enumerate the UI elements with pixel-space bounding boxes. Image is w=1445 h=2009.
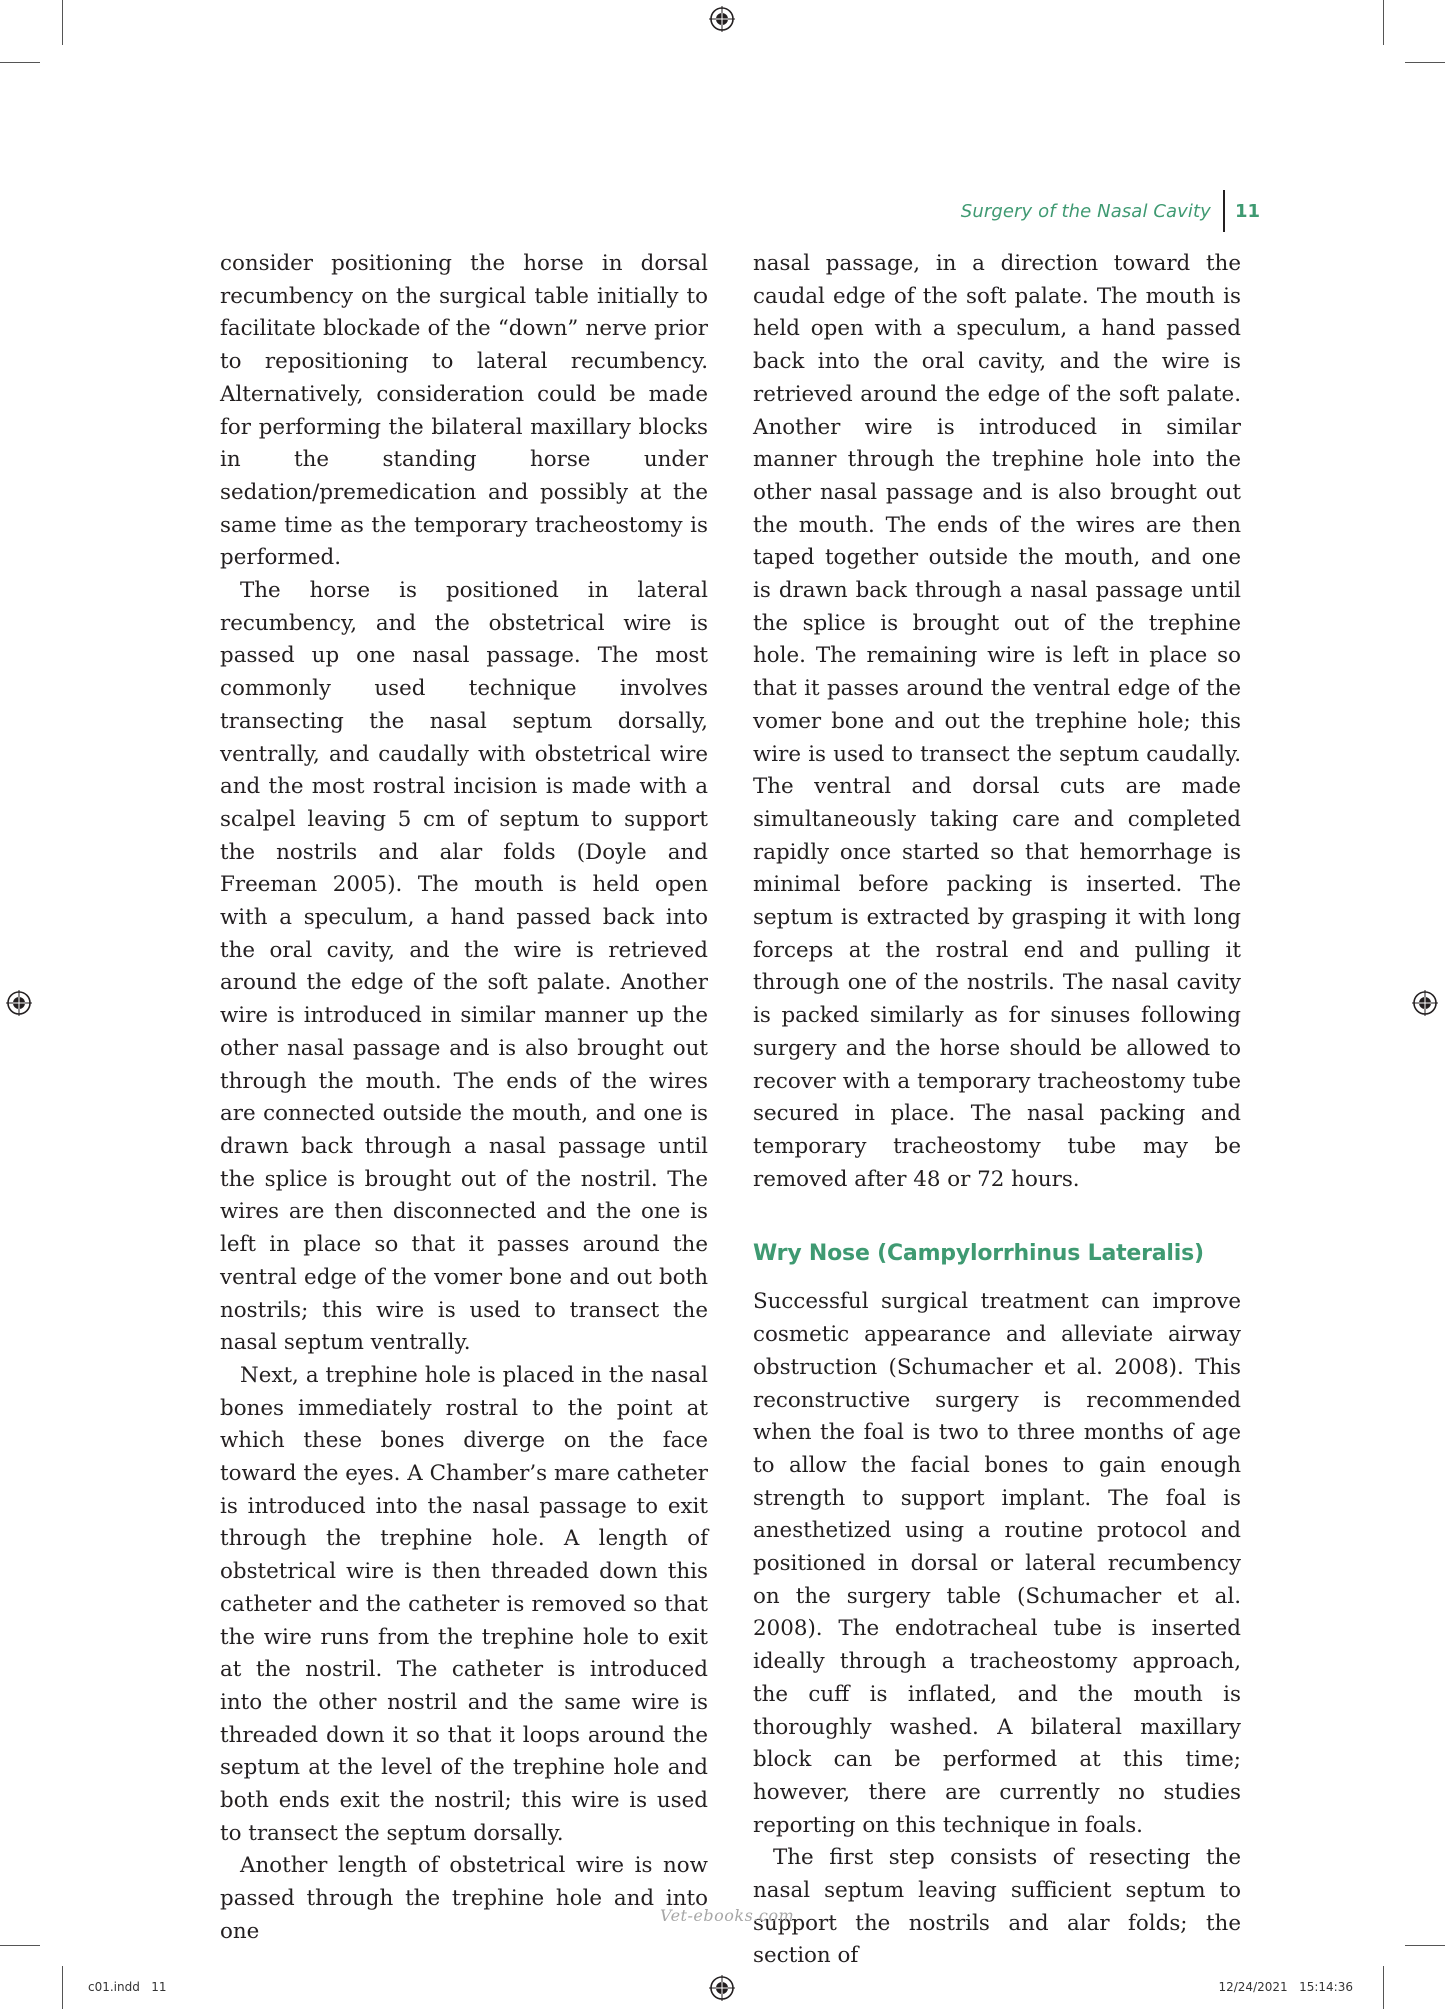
registration-mark-bottom-icon xyxy=(709,1975,735,2001)
paragraph: Next, a trephine hole is placed in the nasal bones immediately rostral to the point at which these bones diverge on the face toward the eyes. A Chamber’s mare catheter is introduced into the nasal passage to exit through the trephine hole. A length of obstetrical wire is then threaded down this catheter and the catheter is removed so that the wire runs from the trephine hole to exit at the nostril. The catheter is introduced into the other nostril and the same wire is threaded down it so that it loops around the septum at the level of the trephine hole and both ends exit the nostril; this wire is used to transect the septum dorsally. xyxy=(220,1362,708,1846)
registration-mark-top-icon xyxy=(709,6,735,32)
file-slug: c01.indd 11 xyxy=(88,1980,167,1994)
crop-mark-top-right xyxy=(1383,0,1384,45)
crop-mark-top-left-h xyxy=(0,62,40,63)
watermark-logo: Vet-ebooks.com xyxy=(660,1906,795,1925)
running-head-title: Surgery of the Nasal Cavity xyxy=(960,200,1211,222)
paragraph: Another length of obstetrical wire is now passed through the trephine hole and into one xyxy=(220,1853,708,1944)
paragraph: consider positioning the horse in dorsal recumbency on the surgical table initially to facilitate blockade of the “down” nerve prior to repositioning to lateral recumbency. Alternatively, consideration could be made for performing the bilateral maxillary blocks in the standing horse under sedation/premedication and possibly at the same time as the temporary tracheostomy is performed. xyxy=(220,251,708,571)
crop-mark-top-right-h xyxy=(1405,62,1445,63)
paragraph: The horse is positioned in lateral recumbency, and the obstetrical wire is passed up one nasal passage. The most commonly used technique involves transecting the nasal septum dorsally, ventrally, and caudally with obstetrical wire and the most rostral incision is made with a scalpel leaving 5 cm of septum to support the nostrils and alar folds (Doyle and Freeman 2005). The mouth is held open with a speculum, a hand passed back into the oral cavity, and the wire is retrieved around the edge of the soft palate. Another wire is introduced in similar manner up the other nasal passage and is also brought out through the mouth. The ends of the wires are connected outside the mouth, and one is drawn back through a nasal passage until the splice is brought out of the nostril. The wires are then disconnected and the one is left in place so that it passes around the ventral edge of the vomer bone and out both nostrils; this wire is used to transect the nasal septum ventrally. xyxy=(220,578,708,1356)
crop-mark-top-left xyxy=(62,0,63,45)
crop-mark-bottom-right-h xyxy=(1405,1945,1445,1946)
registration-mark-left-icon xyxy=(6,990,32,1016)
right-column xyxy=(753,248,1241,1973)
section-heading: Wry Nose (Campylorrhinus Lateralis) xyxy=(753,1241,1204,1267)
paragraph: nasal passage, in a direction toward the caudal edge of the soft palate. The mouth is held open with a speculum, a hand passed back into the oral cavity, and the wire is retrieved around the edge of the soft palate. Another wire is introduced in similar manner through the trephine hole into the other nasal passage and is also brought out the mouth. The ends of the wires are then taped together outside the mouth, and one is drawn back through a nasal passage until the splice is brought out of the trephine hole. The remaining wire is left in place so that it passes around the ventral edge of the vomer bone and out the trephine hole; this wire is used to transect the septum caudally. The ventral and dorsal cuts are made simultaneously taking care and completed rapidly once started so that hemorrhage is minimal before packing is inserted. The septum is extracted by grasping it with long forceps at the rostral end and pulling it through one of the nostrils. The nasal cavity is packed similarly as for sinuses following surgery and the horse should be allowed to recover with a temporary tracheostomy tube secured in place. The nasal packing and temporary tracheostomy tube may be removed after 48 or 72 hours. xyxy=(753,251,1241,1192)
running-head xyxy=(961,190,1260,232)
crop-mark-bottom-left xyxy=(62,1966,63,2009)
running-head-divider xyxy=(1223,190,1225,232)
crop-mark-bottom-right xyxy=(1383,1966,1384,2009)
page-number: 11 xyxy=(1234,200,1260,222)
registration-mark-right-icon xyxy=(1412,990,1438,1016)
paragraph: Successful surgical treatment can improve cosmetic appearance and alleviate airway obstruction (Schumacher et al. 2008). This reconstructive surgery is recommended when the foal is two to three months of age to allow the facial bones to gain enough strength to support implant. The foal is anesthetized using a routine protocol and positioned in dorsal or lateral recumbency on the surgery table (Schumacher et al. 2008). The endotracheal tube is inserted ideally through a tracheostomy approach, the cuff is inflated, and the mouth is thoroughly washed. A bilateral maxillary block can be performed at this time; however, there are currently no studies reporting on this technique in foals. xyxy=(753,1289,1241,1838)
crop-mark-bottom-left-h xyxy=(0,1945,40,1946)
print-timestamp: 12/24/2021 15:14:36 xyxy=(1218,1980,1353,1994)
left-column xyxy=(220,248,708,1949)
paragraph: The first step consists of resecting the nasal septum leaving sufficient septum to support the nostrils and alar folds; the section of xyxy=(753,1845,1241,1969)
